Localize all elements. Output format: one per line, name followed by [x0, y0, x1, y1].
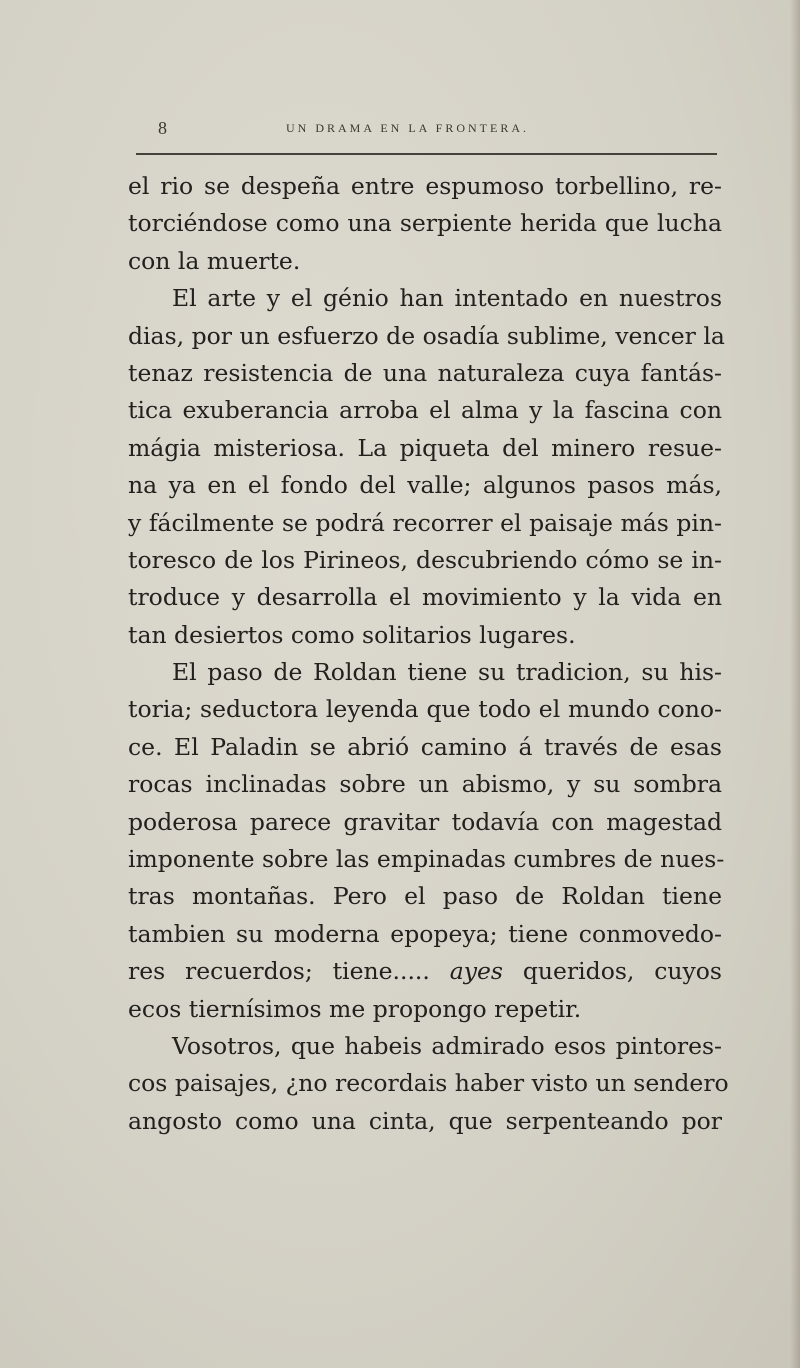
running-head-title: UN DRAMA EN LA FRONTERA.: [286, 121, 530, 135]
text-line: mágia misteriosa. La piqueta del minero resue-: [128, 433, 722, 462]
text-line: ce. El Paladin se abrió camino á través de esas: [128, 732, 722, 761]
text-line: rocas inclinadas sobre un abismo, y su sombra: [128, 770, 722, 799]
italic-word: ayes: [449, 957, 503, 986]
page-number: 8: [158, 118, 167, 138]
text-line: tica exuberancia arroba el alma y la fascina con: [128, 396, 722, 425]
running-head: [158, 118, 718, 140]
text-line: Vosotros, que habeis admirado esos pintores-: [172, 1031, 722, 1060]
text-line: cos paisajes, ¿no recordais haber visto un sendero: [128, 1069, 729, 1098]
text-line: torciéndose como una serpiente herida que lucha: [128, 209, 722, 238]
text-line: El arte y el génio han intentado en nuestros: [172, 284, 722, 313]
header-rule: [136, 153, 717, 155]
text-line: troduce y desarrolla el movimiento y la vida en: [128, 583, 722, 612]
text-line: imponente sobre las empinadas cumbres de nues-: [128, 845, 725, 874]
text-segment: queridos, cuyos: [522, 957, 722, 986]
text-line: tan desiertos como solitarios lugares.: [128, 620, 576, 649]
text-line: El paso de Roldan tiene su tradicion, su his-: [172, 658, 722, 687]
text-line: toria; seductora leyenda que todo el mundo cono-: [128, 695, 722, 724]
text-line: na ya en el fondo del valle; algunos pasos más,: [128, 471, 722, 500]
text-line: angosto como una cinta, que serpenteando por: [128, 1106, 722, 1135]
text-line: toresco de los Pirineos, descubriendo cómo se in-: [128, 545, 722, 574]
text-segment: res recuerdos; tiene.....: [128, 957, 430, 986]
text-line: con la muerte.: [128, 246, 301, 275]
body-text: [128, 168, 729, 1140]
text-line: tenaz resistencia de una naturaleza cuya fantás-: [128, 358, 722, 387]
text-line: dias, por un esfuerzo de osadía sublime, vencer la: [128, 321, 725, 350]
text-line: poderosa parece gravitar todavía con magestad: [128, 807, 722, 836]
text-line: [128, 953, 722, 990]
page-edge-shadow: [790, 0, 800, 1368]
text-line: tambien su moderna epopeya; tiene conmovedo-: [128, 919, 722, 948]
text-line: el rio se despeña entre espumoso torbellino, re-: [128, 172, 722, 200]
text-line: y fácilmente se podrá recorrer el paisaje más pin-: [128, 508, 722, 537]
text-line: tras montañas. Pero el paso de Roldan tiene: [128, 882, 722, 911]
text-line: ecos tiernísimos me propongo repetir.: [128, 994, 582, 1023]
